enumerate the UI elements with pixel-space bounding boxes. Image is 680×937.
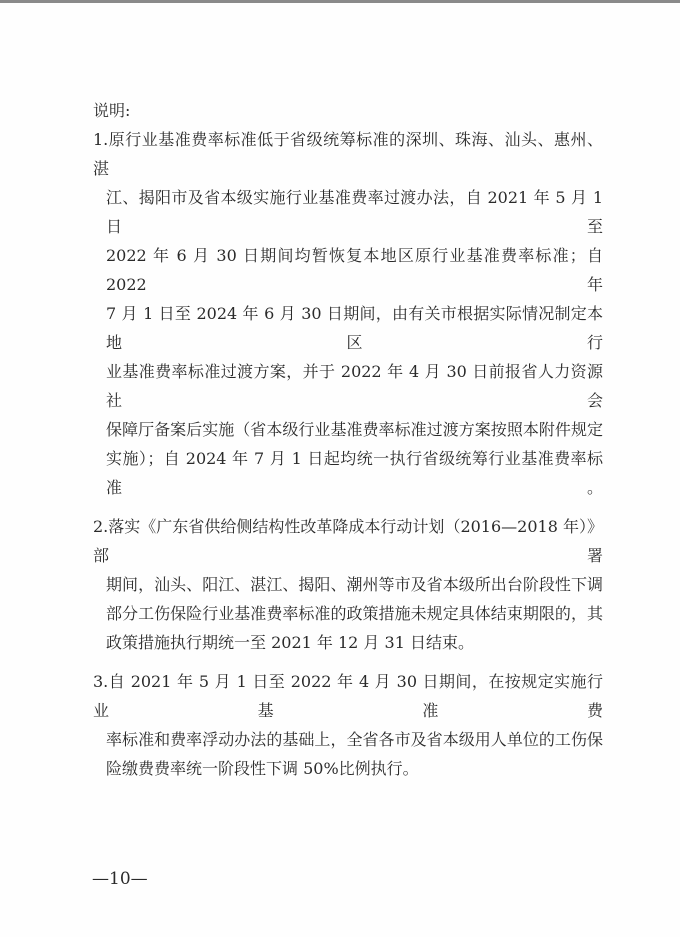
note-line: 政策措施执行期统一至 2021 年 12 月 31 日结束。 [106,633,474,652]
note-line: 7 月 1 日至 2024 年 6 月 30 日期间，由有关市根据实际情况制定本地区行 [106,304,603,352]
note-line: 期间，汕头、阳江、湛江、揭阳、潮州等市及省本级所出台阶段性下调 [106,575,603,594]
note-line: 江、揭阳市及省本级实施行业基准费率过渡办法，自 2021 年 5 月 1 日至 [106,188,603,236]
note-item-1 [93,125,603,502]
note-line: 险缴费费率统一阶段性下调 50%比例执行。 [106,759,419,778]
note-line: 3.自 2021 年 5 月 1 日至 2022 年 4 月 30 日期间，在按规定实施行业基准费 [93,672,603,720]
note-line: 业基准费率标准过渡方案，并于 2022 年 4 月 30 日前报省人力资源社会 [106,362,603,410]
note-item-2 [93,512,603,657]
page-number: —10— [92,869,148,889]
note-item-3 [93,667,603,783]
note-line: 部分工伤保险行业基准费率标准的政策措施未规定具体结束期限的，其 [106,604,603,623]
notes-body [93,96,603,783]
note-line: 2022 年 6 月 30 日期间均暂恢复本地区原行业基准费率标准；自 2022 年 [106,246,603,294]
note-line: 实施）；自 2024 年 7 月 1 日起均统一执行省级统筹行业基准费率标准。 [106,449,603,497]
note-line: 率标准和费率浮动办法的基础上，全省各市及省本级用人单位的工伤保 [106,730,603,749]
note-line: 1.原行业基准费率标准低于省级统筹标准的深圳、珠海、汕头、惠州、湛 [93,130,603,178]
notes-heading: 说明: [93,101,131,120]
page-top-border [0,0,680,3]
note-line: 保障厅备案后实施（省本级行业基准费率标准过渡方案按照本附件规定 [106,420,603,439]
note-line: 2.落实《广东省供给侧结构性改革降成本行动计划（2016—2018 年）》部署 [93,517,603,565]
